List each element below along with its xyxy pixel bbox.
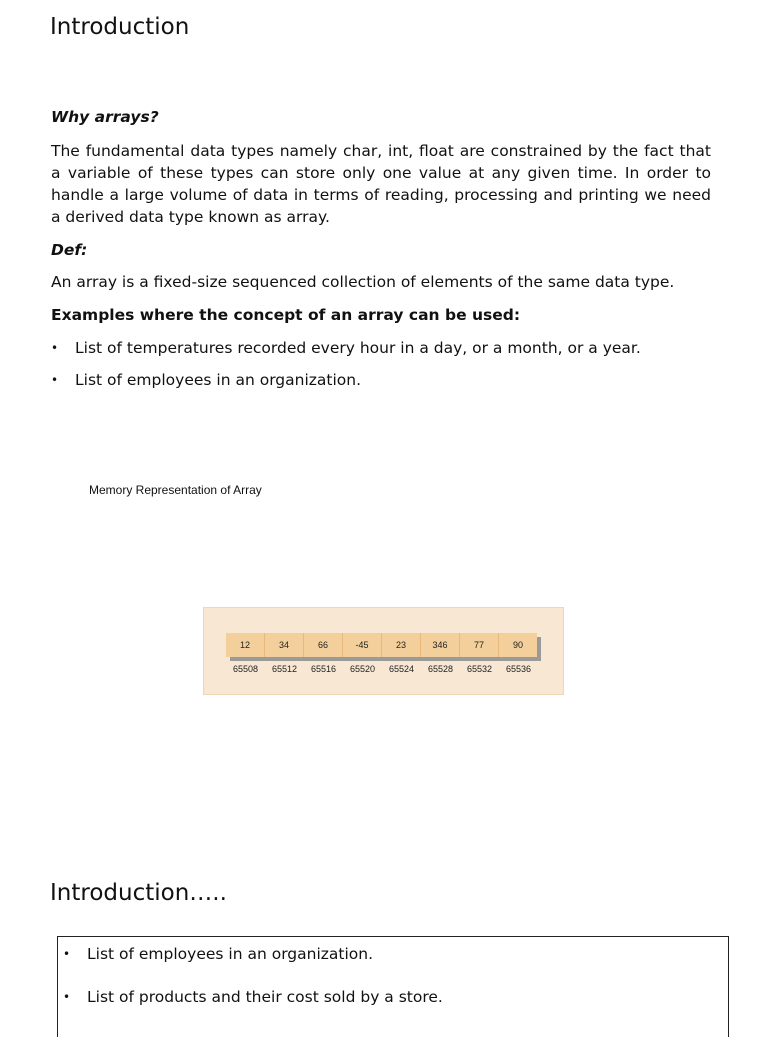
array-cell: 77 [460, 633, 499, 657]
why-arrays-paragraph: The fundamental data types namely char, int, float are constrained by the fact that a variable of these types can store only one value at any given time. In order to handle a large volume of data in terms of reading, processing and printing we need a derived data type known as array. [51, 142, 711, 226]
list-item-text: List of products and their cost sold by a store. [87, 988, 443, 1006]
array-cell: 12 [226, 633, 265, 657]
bullet-icon: • [51, 341, 59, 355]
array-cell: 66 [304, 633, 343, 657]
array-cell: 34 [265, 633, 304, 657]
array-memory-figure [203, 607, 564, 695]
section-title: Introduction [50, 14, 190, 40]
memory-address: 65516 [310, 664, 337, 674]
memory-address: 65536 [505, 664, 532, 674]
definition-heading: Def: [51, 241, 88, 259]
examples-heading: Examples where the concept of an array can be used: [51, 306, 521, 324]
examples-box [57, 936, 729, 1037]
array-cell: 23 [382, 633, 421, 657]
definition-paragraph: An array is a fixed-size sequenced collection of elements of the same data type. [51, 273, 675, 291]
array-cell: 90 [499, 633, 537, 657]
figure-caption: Memory Representation of Array [89, 483, 262, 497]
memory-address: 65524 [388, 664, 415, 674]
array-cell: -45 [343, 633, 382, 657]
array-addresses [226, 664, 538, 674]
bullet-icon: • [63, 990, 71, 1004]
array-cell: 346 [421, 633, 460, 657]
list-item-text: List of employees in an organization. [87, 945, 374, 963]
memory-address: 65520 [349, 664, 376, 674]
memory-address: 65508 [232, 664, 259, 674]
memory-address: 65528 [427, 664, 454, 674]
why-arrays-heading: Why arrays? [51, 108, 159, 126]
memory-address: 65512 [271, 664, 298, 674]
bullet-icon: • [51, 373, 59, 387]
memory-address: 65532 [466, 664, 493, 674]
array-cells [226, 633, 537, 657]
bullet-icon: • [63, 947, 71, 961]
section-title-continued: Introduction….. [50, 880, 227, 906]
list-item-text: List of temperatures recorded every hour in a day, or a month, or a year. [75, 339, 641, 357]
list-item-text: List of employees in an organization. [75, 371, 362, 389]
